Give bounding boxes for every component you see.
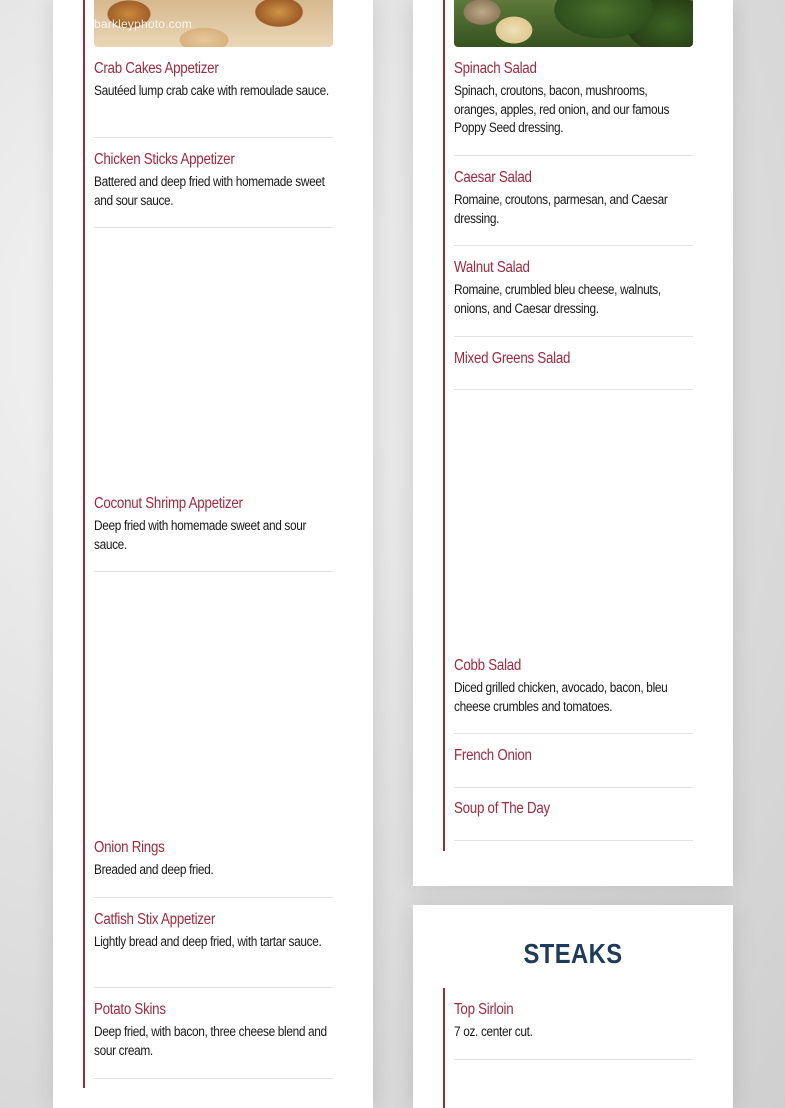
- crab-cakes-photo: [94, 0, 333, 47]
- menu-item-description: Diced grilled chicken, avocado, bacon, bleu cheese crumbles and tomatoes.: [454, 680, 668, 714]
- menu-item-potato-skins[interactable]: [94, 1001, 333, 1079]
- menu-item-title: Mixed Greens Salad: [454, 350, 571, 367]
- menu-item-title: Chicken Sticks Appetizer: [94, 151, 235, 168]
- menu-item-title: Soup of The Day: [454, 800, 550, 817]
- menu-item-crab-cakes[interactable]: [94, 60, 333, 138]
- menu-item-mixed-greens-salad[interactable]: [454, 350, 693, 390]
- menu-item-title: Coconut Shrimp Appetizer: [94, 495, 243, 512]
- menu-item-description: Deep fried, with bacon, three cheese blend and sour cream.: [94, 1024, 327, 1058]
- menu-item-description: Romaine, croutons, parmesan, and Caesar dressing.: [454, 192, 668, 226]
- menu-item-title: Caesar Salad: [454, 169, 532, 186]
- menu-item-title: Top Sirloin: [454, 1001, 514, 1018]
- menu-item-french-onion[interactable]: [454, 747, 693, 788]
- menu-item-title: Cobb Salad: [454, 657, 522, 674]
- menu-item-description: Lightly bread and deep fried, with tartar sauce.: [94, 934, 322, 949]
- menu-item-chicken-sticks[interactable]: [94, 151, 333, 228]
- menu-item-catfish-stix[interactable]: [94, 911, 333, 988]
- menu-item-description: Battered and deep fried with homemade sweet and sour sauce.: [94, 174, 325, 208]
- menu-item-description: Romaine, crumbled bleu cheese, walnuts, onions, and Caesar dressing.: [454, 282, 661, 316]
- menu-item-description: Deep fried with homemade sweet and sour sauce.: [94, 518, 307, 552]
- menu-item-title: French Onion: [454, 747, 532, 764]
- menu-item-description: Breaded and deep fried.: [94, 862, 214, 877]
- spinach-salad-photo: [454, 0, 693, 47]
- menu-item-caesar-salad[interactable]: [454, 169, 693, 246]
- menu-item-onion-rings[interactable]: [94, 839, 333, 898]
- menu-item-description: Spinach, croutons, bacon, mushrooms, oranges, apples, red onion, and our famous Poppy Seed dressing.: [454, 83, 670, 135]
- menu-item-top-sirloin[interactable]: [454, 1001, 693, 1060]
- menu-item-title: Spinach Salad: [454, 60, 537, 77]
- menu-item-title: Walnut Salad: [454, 259, 530, 276]
- menu-item-title: Potato Skins: [94, 1001, 166, 1018]
- menu-item-description: 7 oz. center cut.: [454, 1024, 533, 1039]
- menu-item-title: Crab Cakes Appetizer: [94, 60, 219, 77]
- steaks-accent-line: [443, 988, 445, 1108]
- salads-accent-line: [443, 0, 445, 851]
- menu-item-coconut-shrimp[interactable]: [94, 495, 333, 572]
- section-title-steaks: STEAKS: [523, 938, 623, 969]
- menu-item-description: Sautéed lump crab cake with remoulade sauce.: [94, 83, 329, 98]
- appetizers-accent-line: [83, 0, 85, 1088]
- photo-watermark: barkleyphoto.com: [94, 17, 192, 31]
- menu-item-title: Onion Rings: [94, 839, 165, 856]
- menu-item-walnut-salad[interactable]: [454, 259, 693, 337]
- menu-item-cobb-salad[interactable]: [454, 657, 693, 734]
- menu-item-spinach-salad[interactable]: [454, 60, 693, 156]
- menu-item-title: Catfish Stix Appetizer: [94, 911, 216, 928]
- menu-item-soup-of-the-day[interactable]: [454, 800, 693, 841]
